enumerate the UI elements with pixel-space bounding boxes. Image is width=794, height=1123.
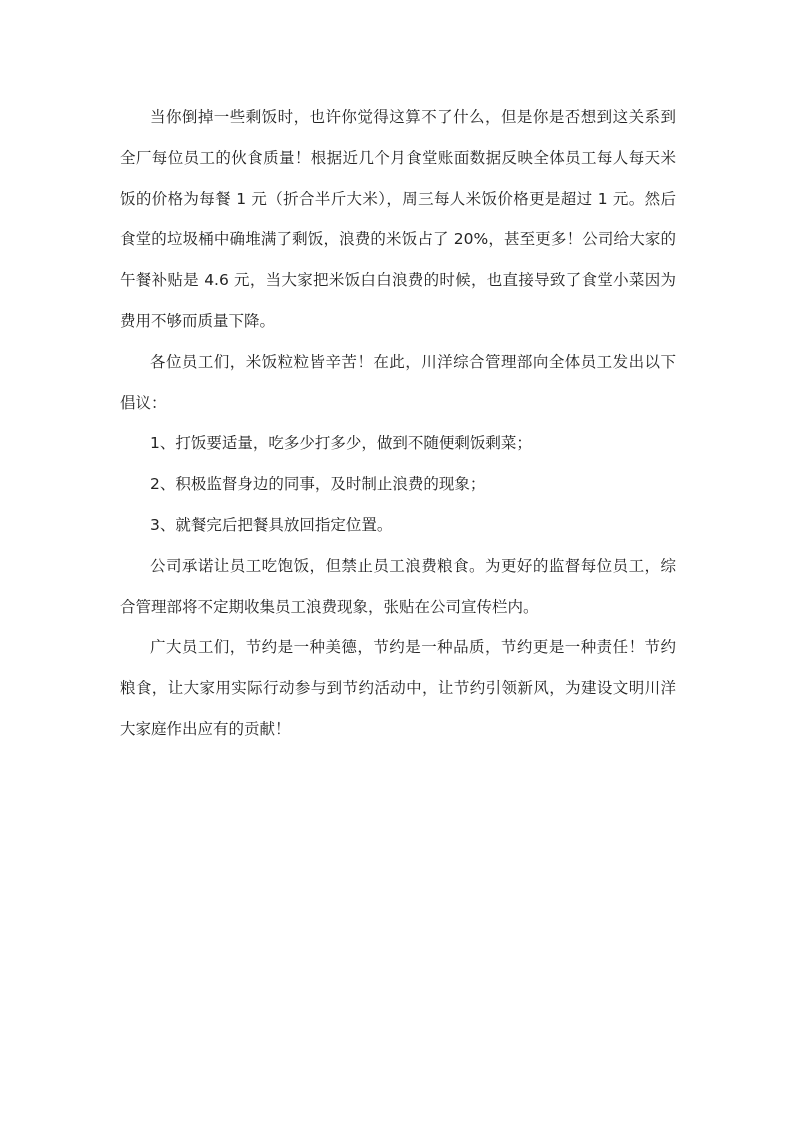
initiative-item-3: 3、就餐完后把餐具放回指定位置。 [150,515,393,534]
paragraph-food-waste-intro: 当你倒掉一些剩饭时，也许你觉得这算不了什么，但是你是否想到这关系到全厂每位员工的伙食质量！根据近几个月食堂账面数据反映全体员工每人每天米饭的价格为每餐 1 元（折合半斤大米），周三每人米饭价格更是超过 1 元。然后食堂的垃圾桶中确堆满了剩饭，浪费的米饭占了 20%，甚至更多！公司给大家的午餐补贴是 4.6 元，当大家把米饭白白浪费的时候，也直接导致了食堂小菜因为费用不够而质量下降。 [120,108,676,330]
paragraph-company-commitment: 公司承诺让员工吃饱饭，但禁止员工浪费粮食。为更好的监督每位员工，综合管理部将不定期收集员工浪费现象，张贴在公司宣传栏内。 [120,556,676,616]
initiative-item-1: 1、打饭要适量，吃多少打多少，做到不随便剩饭剩菜； [150,434,532,453]
paragraph-closing-appeal: 广大员工们，节约是一种美德，节约是一种品质，节约更是一种责任！节约粮食，让大家用实际行动参与到节约活动中，让节约引领新风，为建设文明川洋大家庭作出应有的贡献！ [120,638,676,738]
paragraph-initiative-intro: 各位员工们，米饭粒粒皆辛苦！在此，川洋综合管理部向全体员工发出以下倡议： [120,352,676,412]
document-body [120,97,676,750]
initiative-item-2: 2、积极监督身边的同事，及时制止浪费的现象； [150,475,486,494]
